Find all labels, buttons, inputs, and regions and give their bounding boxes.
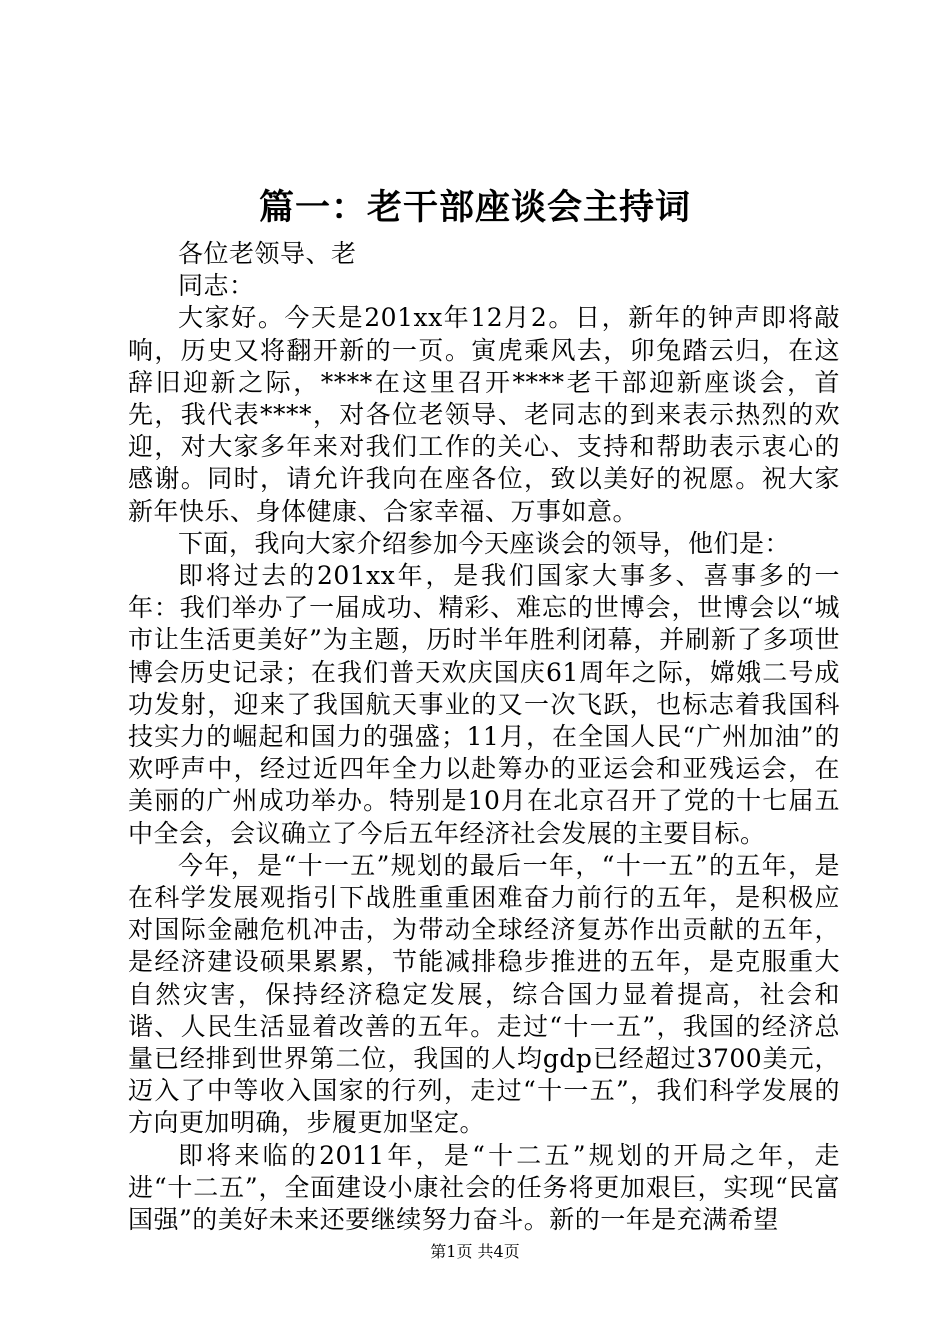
document-body <box>128 238 840 1236</box>
paragraph-five-year-plan: 今年，是“十一五”规划的最后一年，“十一五”的五年，是在科学发展观指引下战胜重重困难奋力前行的五年，是积极应对国际金融危机冲击，为带动全球经济复苏作出贡献的五年，是经济建设硕果累累，节能减排稳步推进的五年，是克服重大自然灾害，保持经济稳定发展，综合国力显着提高，社会和谐、人民生活显着改善的五年。走过“十一五”，我国的经济总量已经排到世界第二位，我国的人均gdp已经超过3700美元，迈入了中等收入国家的行列，走过“十一五”，我们科学发展的方向更加明确，步履更加坚定。 <box>128 850 840 1138</box>
paragraph-salutation-2: 同志： <box>178 271 255 301</box>
page-footer: 第1页 共4页 <box>430 1242 520 1261</box>
paragraph-year-review: 即将过去的201xx年，是我们国家大事多、喜事多的一年：我们举办了一届成功、精彩、难忘的世博会，世博会以“城市让生活更美好”为主题，历时半年胜利闭幕，并刷新了多项世博会历史记录；在我们普天欢庆国庆61周年之际，嫦娥二号成功发射，迎来了我国航天事业的又一次飞跃，也标志着我国科技实力的崛起和国力的强盛；11月，在全国人民“广州加油”的欢呼声中，经过近四年全力以赴筹办的亚运会和亚残运会，在美丽的广州成功举办。特别是10月在北京召开了党的十七届五中全会，会议确立了今后五年经济社会发展的主要目标。 <box>128 561 840 848</box>
paragraph-greeting: 大家好。今天是201xx年12月2。日，新年的钟声即将敲响，历史又将翻开新的一页。寅虎乘风去，卯兔踏云归，在这辞旧迎新之际，****在这里召开****老干部迎新座谈会，首先，我代表****，对各位老领导、老同志的到来表示热烈的欢迎，对大家多年来对我们工作的关心、支持和帮助表示衷心的感谢。同时，请允许我向在座各位，致以美好的祝愿。祝大家新年快乐、身体健康、合家幸福、万事如意。 <box>128 303 840 526</box>
paragraph-new-year: 即将来临的2011年，是“十二五”规划的开局之年，走进“十二五”，全面建设小康社会的任务将更加艰巨，实现“民富国强”的美好未来还要继续努力奋斗。新的一年是充满希望 <box>128 1140 840 1235</box>
document-title: 篇一：老干部座谈会主持词 <box>258 187 691 228</box>
paragraph-introduction: 下面，我向大家介绍参加今天座谈会的领导，他们是： <box>178 528 791 558</box>
paragraph-salutation-1: 各位老领导、老 <box>178 239 357 268</box>
